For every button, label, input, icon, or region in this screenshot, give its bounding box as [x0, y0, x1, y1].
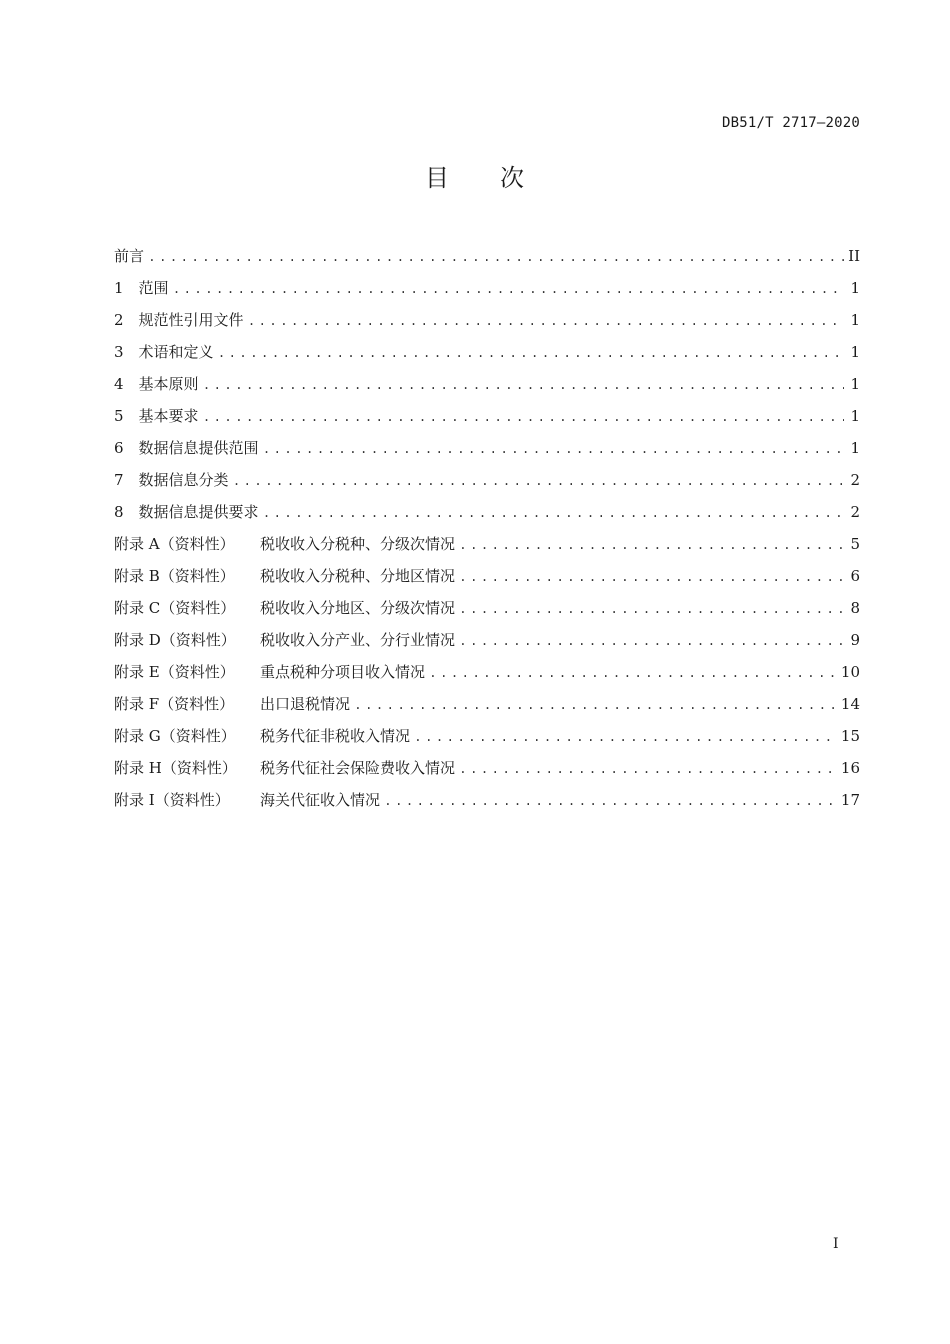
toc-entry-data-scope[interactable] — [114, 432, 860, 464]
toc-entry-label: 7 数据信息分类 — [114, 471, 229, 489]
toc-entry-label: 附录 C（资料性） 税收收入分地区、分级次情况 — [114, 599, 456, 617]
toc-entry-page: 2 — [850, 471, 860, 489]
toc-entry-page: 1 — [850, 407, 860, 425]
toc-entry-page: 1 — [850, 311, 860, 329]
toc-entry-label: 附录 D（资料性） 税收收入分产业、分行业情况 — [114, 631, 456, 649]
toc-entry-page: II — [848, 247, 860, 265]
toc-entry-label: 附录 H（资料性） 税务代征社会保险费收入情况 — [114, 759, 456, 777]
toc-entry-appendix-a[interactable] — [114, 528, 860, 560]
table-of-contents — [114, 240, 860, 816]
toc-entry-page: 10 — [840, 663, 860, 681]
dot-leader — [459, 754, 837, 786]
toc-entry-label: 5 基本要求 — [114, 407, 199, 425]
toc-entry-basic-principles[interactable] — [114, 368, 860, 400]
dot-leader — [148, 242, 844, 274]
toc-entry-appendix-i[interactable] — [114, 784, 860, 816]
toc-entry-label: 8 数据信息提供要求 — [114, 503, 259, 521]
toc-entry-appendix-d[interactable] — [114, 624, 860, 656]
toc-entry-page: 8 — [850, 599, 860, 617]
page-title: 目 次 — [425, 164, 525, 192]
toc-entry-label: 附录 A（资料性） 税收收入分税种、分级次情况 — [114, 535, 456, 553]
toc-entry-label: 3 术语和定义 — [114, 343, 214, 361]
toc-entry-terms-definitions[interactable] — [114, 336, 860, 368]
dot-leader — [384, 786, 837, 818]
toc-entry-page: 9 — [850, 631, 860, 649]
toc-entry-basic-requirements[interactable] — [114, 400, 860, 432]
page-number: I — [833, 1236, 839, 1252]
toc-entry-label: 附录 I（资料性） 海关代征收入情况 — [114, 791, 381, 809]
toc-entry-label: 1 范围 — [114, 279, 169, 297]
toc-entry-page: 6 — [850, 567, 860, 585]
toc-entry-label: 4 基本原则 — [114, 375, 199, 393]
toc-entry-normative-references[interactable] — [114, 304, 860, 336]
toc-entry-label: 附录 F（资料性） 出口退税情况 — [114, 695, 351, 713]
toc-entry-appendix-b[interactable] — [114, 560, 860, 592]
dot-leader — [429, 658, 837, 690]
toc-entry-page: 1 — [850, 279, 860, 297]
toc-entry-label: 6 数据信息提供范围 — [114, 439, 259, 457]
toc-entry-label: 附录 G（资料性） 税务代征非税收入情况 — [114, 727, 411, 745]
toc-entry-data-requirements[interactable] — [114, 496, 860, 528]
dot-leader — [173, 274, 844, 306]
dot-leader — [459, 530, 844, 562]
standard-number: DB51/T 2717—2020 — [721, 115, 860, 131]
dot-leader — [459, 626, 844, 658]
toc-entry-page: 1 — [850, 343, 860, 361]
dot-leader — [248, 306, 844, 338]
toc-entry-page: 14 — [840, 695, 860, 713]
toc-entry-page: 17 — [840, 791, 860, 809]
dot-leader — [263, 434, 844, 466]
dot-leader — [203, 402, 844, 434]
dot-leader — [459, 562, 844, 594]
dot-leader — [203, 370, 844, 402]
dot-leader — [459, 594, 844, 626]
toc-entry-page: 1 — [850, 375, 860, 393]
toc-entry-page: 1 — [850, 439, 860, 457]
dot-leader — [233, 466, 844, 498]
toc-entry-label: 2 规范性引用文件 — [114, 311, 244, 329]
dot-leader — [263, 498, 844, 530]
toc-entry-appendix-c[interactable] — [114, 592, 860, 624]
toc-entry-appendix-g[interactable] — [114, 720, 860, 752]
dot-leader — [414, 722, 837, 754]
toc-entry-page: 2 — [850, 503, 860, 521]
toc-entry-foreword[interactable] — [114, 240, 860, 272]
dot-leader — [218, 338, 844, 370]
toc-entry-label: 前言 — [114, 247, 145, 265]
toc-entry-appendix-f[interactable] — [114, 688, 860, 720]
toc-entry-page: 16 — [840, 759, 860, 777]
toc-entry-label: 附录 E（资料性） 重点税种分项目收入情况 — [114, 663, 426, 681]
toc-entry-data-classification[interactable] — [114, 464, 860, 496]
toc-entry-page: 5 — [850, 535, 860, 553]
toc-entry-scope[interactable] — [114, 272, 860, 304]
toc-entry-appendix-e[interactable] — [114, 656, 860, 688]
toc-entry-label: 附录 B（资料性） 税收收入分税种、分地区情况 — [114, 567, 456, 585]
dot-leader — [354, 690, 837, 722]
toc-entry-appendix-h[interactable] — [114, 752, 860, 784]
toc-entry-page: 15 — [840, 727, 860, 745]
